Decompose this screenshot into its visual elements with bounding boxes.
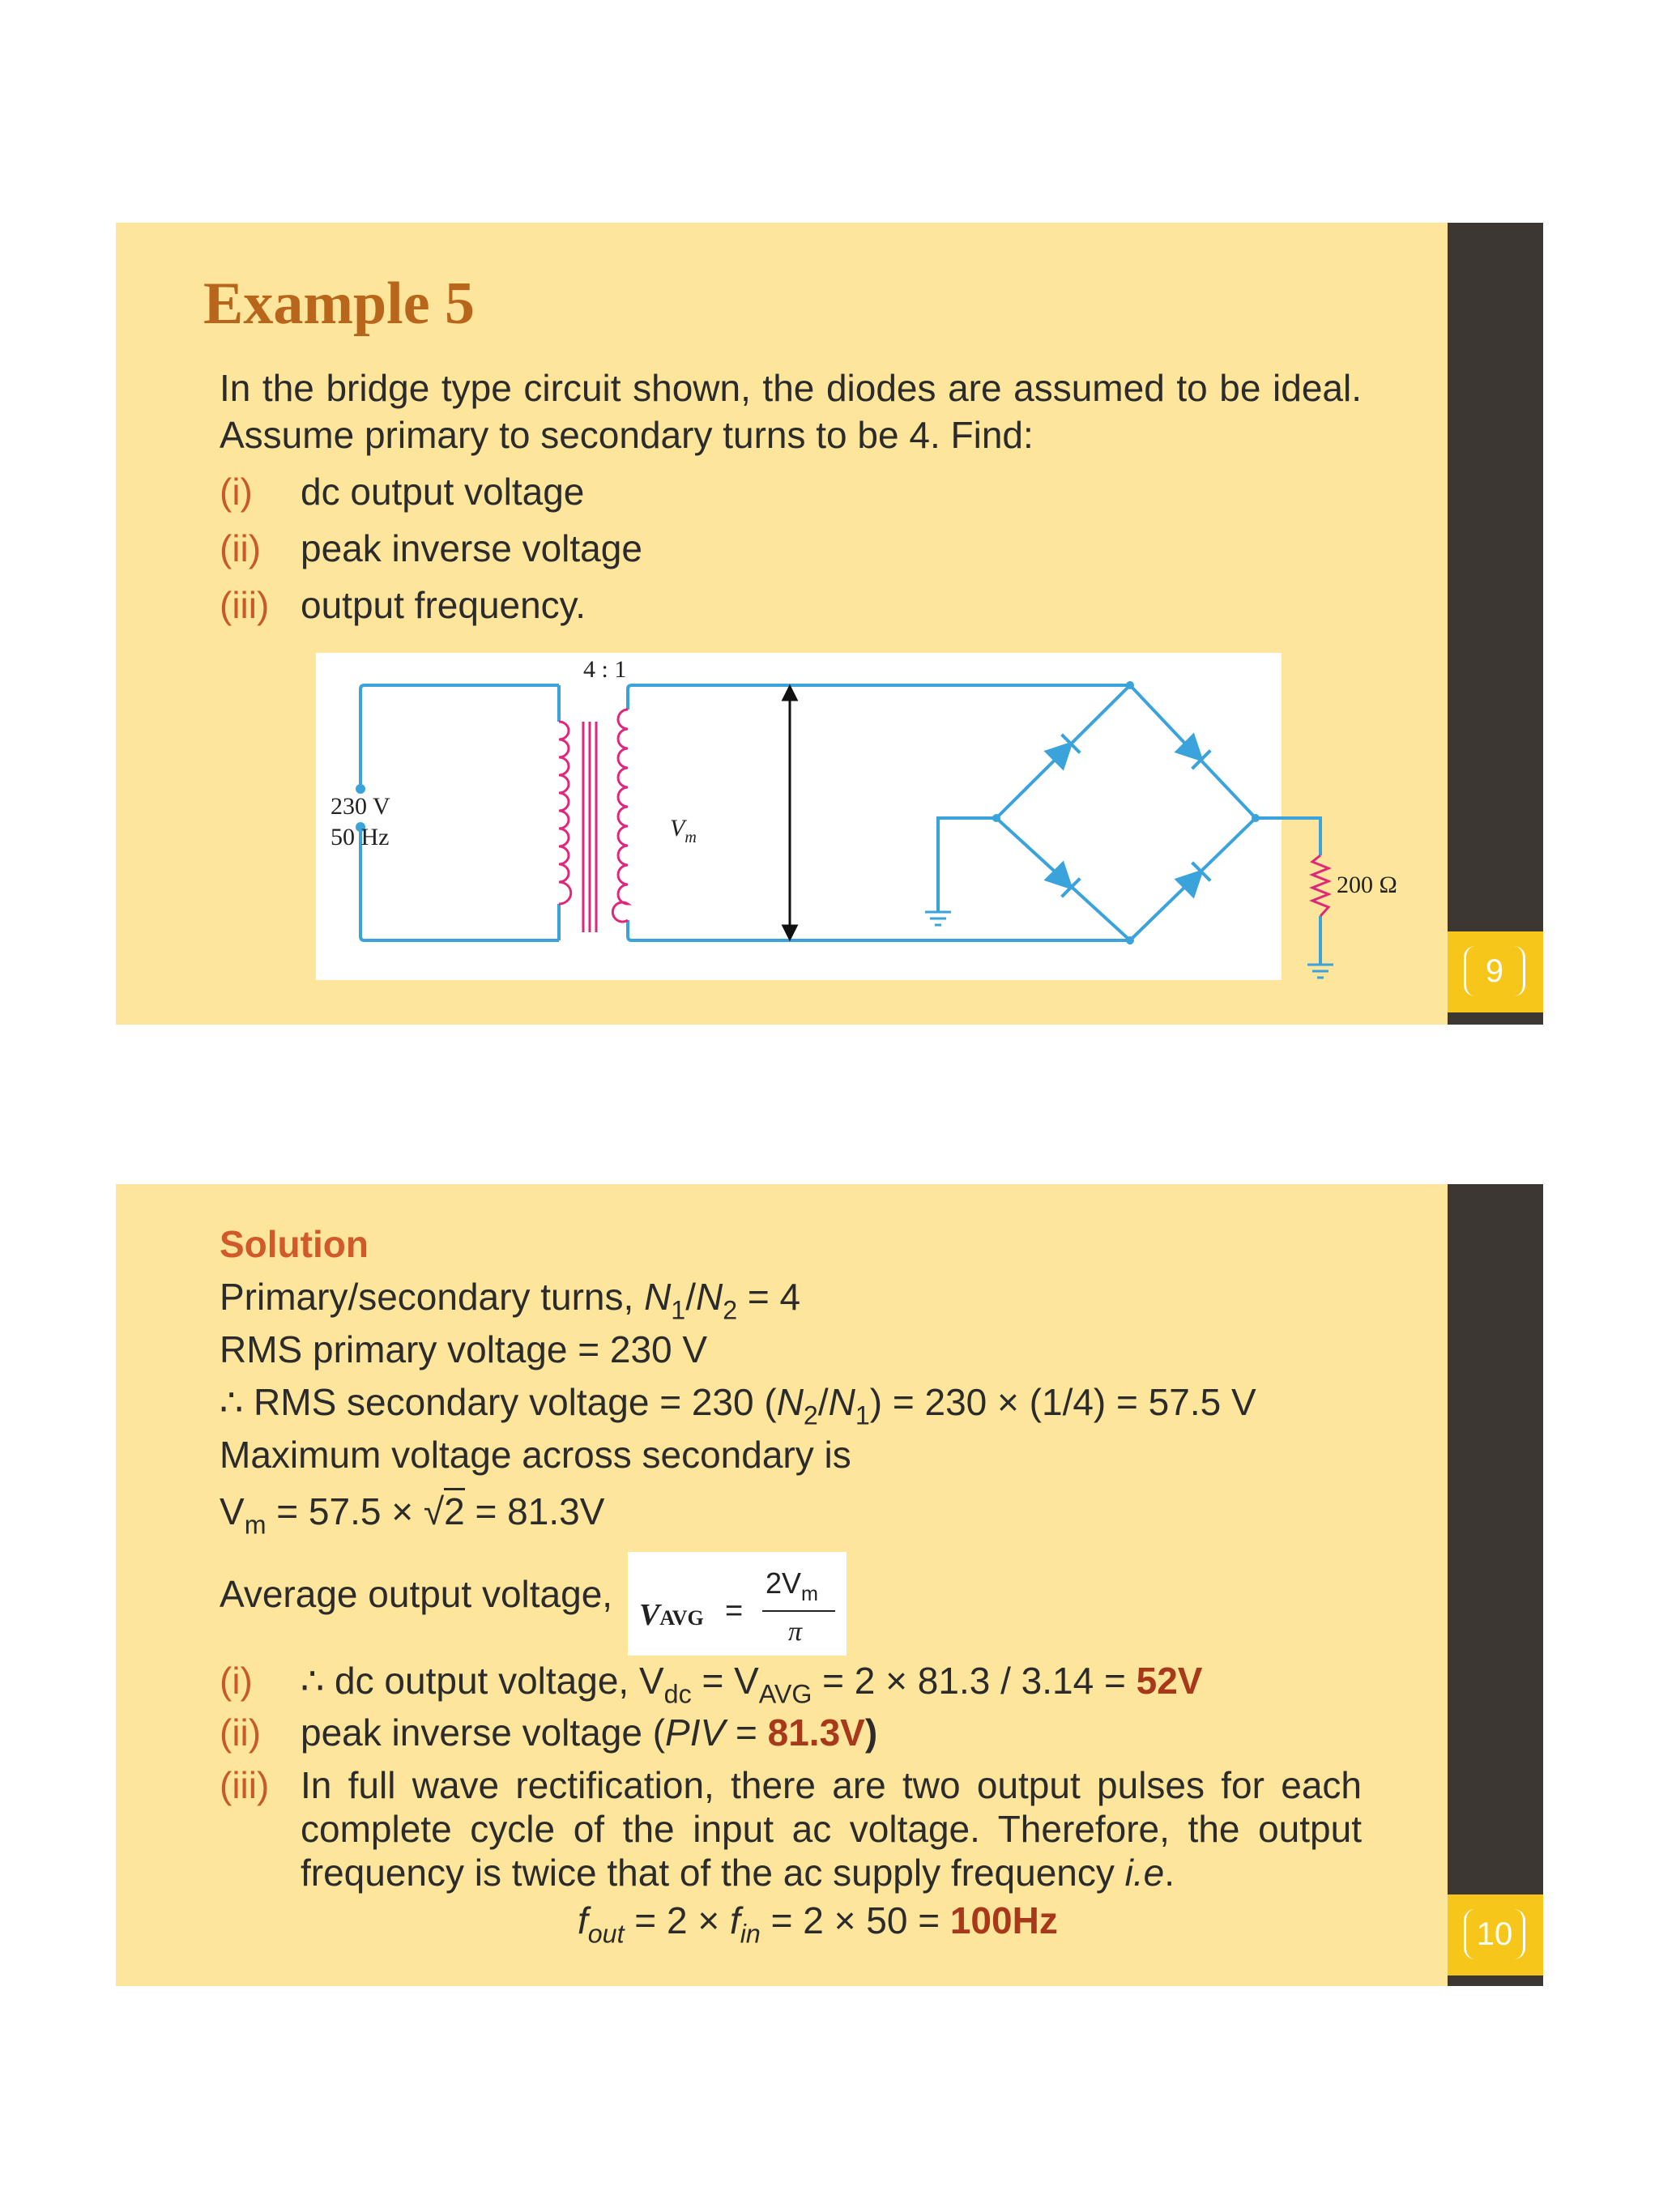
question-number: (ii) <box>220 527 262 569</box>
answer-i-text: ∴ dc output voltage, V <box>301 1660 664 1702</box>
f-in-sub: in <box>740 1919 761 1949</box>
answer-text <box>301 1657 1203 1709</box>
answer-text <box>301 1709 877 1756</box>
source-voltage-label: 230 V <box>331 793 390 820</box>
rms-secondary-text: RMS secondary voltage = 230 ( <box>243 1381 777 1423</box>
question-number: (iii) <box>220 584 270 626</box>
f-out: f <box>578 1899 588 1941</box>
closing-paren: ) <box>864 1711 878 1754</box>
turns-label: Primary/secondary turns, <box>220 1276 645 1318</box>
rms-secondary-value: ) = 230 × (1/4) = 57.5 V <box>869 1381 1256 1423</box>
question-text: output frequency. <box>301 584 586 626</box>
answer-i-calc: = 2 × 81.3 / 3.14 = <box>812 1660 1137 1702</box>
n2: N <box>695 1276 723 1318</box>
f-out-sub: out <box>587 1919 625 1949</box>
fout-mid: = 2 × <box>624 1899 730 1941</box>
fout-value: 100Hz <box>949 1899 1058 1941</box>
slide-9 <box>116 223 1543 1025</box>
period: . <box>1164 1852 1175 1894</box>
question-text: peak inverse voltage <box>301 527 642 569</box>
ie-text: i.e <box>1124 1852 1165 1894</box>
sqrt-radicand: 2 <box>444 1488 465 1532</box>
page-number: 9 <box>1464 946 1525 996</box>
page-number-box <box>1448 1894 1543 1975</box>
rms-primary-line: RMS primary voltage = 230 V <box>220 1328 708 1370</box>
slide-title: Example 5 <box>203 271 476 337</box>
fout-equation <box>578 1897 1058 1949</box>
sqrt-symbol: √ <box>423 1490 445 1532</box>
n1-sub: 1 <box>671 1295 686 1325</box>
n2: N <box>776 1381 804 1423</box>
page-number-box <box>1448 931 1543 1012</box>
vm-sub: m <box>244 1510 267 1540</box>
vm-label-v: V <box>670 815 685 842</box>
answer-ii-eq: = <box>725 1711 768 1754</box>
formula-equals: = <box>725 1594 744 1628</box>
answer-iii-body: In full wave rectification, there are two output pulses for each complete cycle of the input ac voltage. Therefore, the output frequency is twice that of the ac supply frequency <box>301 1764 1362 1894</box>
turns-ratio-line <box>220 1273 801 1325</box>
formula-v: V <box>639 1598 660 1632</box>
bridge-rectifier-circuit <box>316 653 1397 980</box>
answer-number: (iii) <box>220 1764 270 1806</box>
answer-number: (i) <box>220 1660 253 1702</box>
answer-ii-text: peak inverse voltage ( <box>301 1711 666 1754</box>
slide-10 <box>116 1184 1543 1986</box>
therefore-symbol: ∴ <box>220 1381 244 1423</box>
turns-ratio-label: 4 : 1 <box>583 656 627 683</box>
formula-numerator <box>766 1566 819 1605</box>
turns-value: = 4 <box>737 1276 801 1318</box>
source-frequency-label: 50 Hz <box>331 824 390 850</box>
answer-number: (ii) <box>220 1711 262 1754</box>
max-voltage-line: Maximum voltage across secondary is <box>220 1434 851 1476</box>
vavg-formula <box>628 1552 847 1656</box>
fout-calc: = 2 × 50 = <box>760 1899 950 1941</box>
circuit-diagram <box>316 653 1397 980</box>
vm-line <box>220 1488 605 1540</box>
answer-i-value: 52V <box>1136 1660 1203 1702</box>
rms-secondary-line <box>220 1379 1256 1430</box>
n1: N <box>828 1381 855 1423</box>
vm-expr: = 57.5 × <box>266 1490 424 1532</box>
piv-label: PIV <box>665 1711 726 1754</box>
problem-statement: In the bridge type circuit shown, the diodes are assumed to be ideal. Assume primary to secondary turns to be 4. Find: <box>220 367 1362 456</box>
answer-iii-text <box>301 1763 1362 1894</box>
question-text: dc output voltage <box>301 471 585 513</box>
vm-label-sub: m <box>684 829 697 846</box>
answer-i-eq: = V <box>691 1660 759 1702</box>
solution-heading: Solution <box>220 1223 369 1265</box>
formula-2v: 2V <box>766 1566 802 1600</box>
f-in: f <box>729 1899 740 1941</box>
avg-voltage-label: Average output voltage, <box>220 1573 613 1615</box>
slash: / <box>685 1276 696 1318</box>
vavg-sub: AVG <box>758 1679 812 1709</box>
formula-denominator: π <box>788 1617 803 1647</box>
n1-sub: 1 <box>855 1400 870 1430</box>
page-number: 10 <box>1464 1909 1525 1959</box>
slash: / <box>817 1381 829 1423</box>
vm-v: V <box>220 1490 245 1532</box>
n2-sub: 2 <box>803 1400 818 1430</box>
n1: N <box>644 1276 672 1318</box>
slide-sidebar <box>1448 1184 1543 1986</box>
vdc-sub: dc <box>663 1679 692 1709</box>
formula-lhs <box>639 1597 704 1633</box>
vm-label <box>670 815 697 846</box>
slide-sidebar <box>1448 223 1543 1025</box>
formula-v-sub: AVG <box>659 1606 704 1630</box>
question-number: (i) <box>220 471 253 513</box>
fraction-bar <box>762 1610 835 1612</box>
formula-m-sub: m <box>801 1582 819 1605</box>
answer-ii-value: 81.3V <box>767 1711 865 1754</box>
vm-result: = 81.3V <box>464 1490 605 1532</box>
load-resistor-label: 200 Ω <box>1337 872 1397 898</box>
n2-sub: 2 <box>723 1295 738 1325</box>
